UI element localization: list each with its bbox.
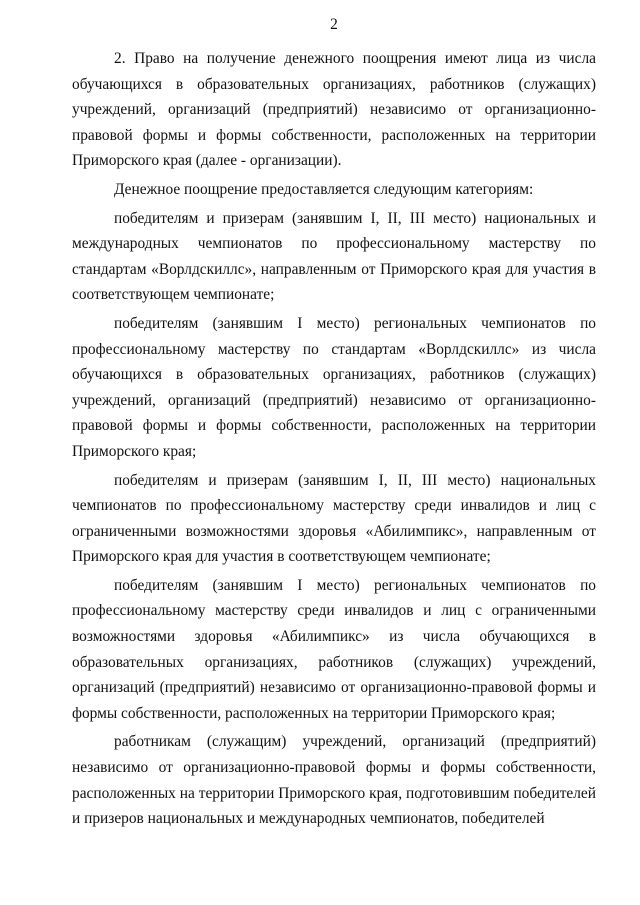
- paragraph-abilympics-national-winners: победителям и призерам (занявшим I, II, III место) национальных чемпионатов по профессиональному мастерству среди инвалидов и лиц с ограниченными возможностями здоровья «Абилимпикс», направленным от Приморского края для участия в соответствующем чемпионате;: [72, 471, 596, 566]
- paragraph-right-to-reward: 2. Право на получение денежного поощрения имеют лица из числа обучающихся в образовательных организациях, работников (служащих) учреждений, организаций (предприятий) независимо от организационно-правовой формы и формы собственности, расположенных на территории Приморского края (далее - организации).: [72, 50, 596, 170]
- paragraph-categories-intro: Денежное поощрение предоставляется следующим категориям:: [114, 180, 534, 198]
- paragraph-worldskills-national-winners: победителям и призерам (занявшим I, II, III место) национальных и международных чемпионатов по профессиональному мастерству по стандартам «Ворлдскиллс», направленным от Приморского края для участия в соответствующем чемпионате;: [72, 209, 596, 304]
- page-number: 2: [330, 16, 338, 33]
- paragraph-trainers: работникам (служащим) учреждений, организаций (предприятий) независимо от организационно-правовой формы и формы собственности, расположенных на территории Приморского края, подготовившим победителей и призеров национальных и международных чемпионатов, победителей: [72, 733, 596, 828]
- paragraph-abilympics-regional-winners: победителям (занявшим I место) региональных чемпионатов по профессиональному мастерству среди инвалидов и лиц с ограниченными возможностями здоровья «Абилимпикс» из числа обучающихся в образовательных организациях, работников (служащих) учреждений, организаций (предприятий) независимо от организационно-правовой формы и формы собственности, расположенных на территории Приморского края;: [72, 576, 596, 722]
- paragraph-worldskills-regional-winners: победителям (занявшим I место) региональных чемпионатов по профессиональному мастерству по стандартам «Ворлдскиллс» из числа обучающихся в образовательных организациях, работников (служащих) учреждений, организаций (предприятий) независимо от организационно-правовой формы и формы собственности, расположенных на территории Приморского края;: [72, 314, 596, 460]
